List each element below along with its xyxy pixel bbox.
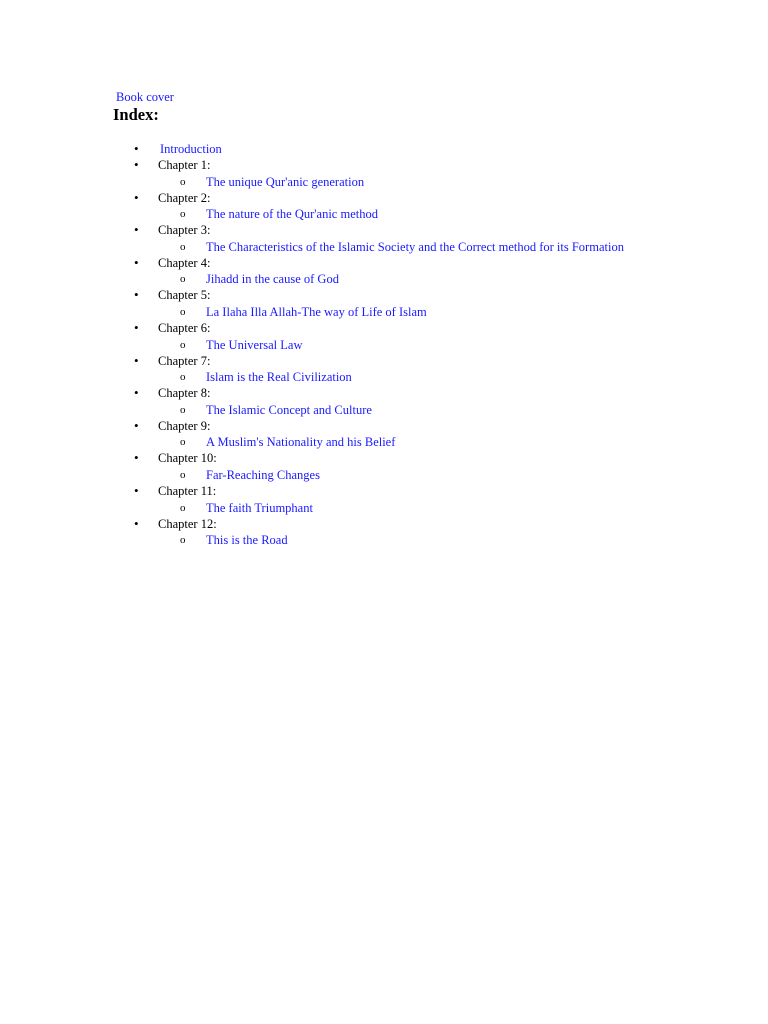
chapter-label: Chapter 12: [158, 516, 217, 531]
sub-bullet-icon: o [180, 273, 186, 286]
chapter-label: Chapter 1: [158, 158, 211, 172]
bullet-icon: • [134, 287, 139, 303]
chapter-label: Chapter 5: [158, 288, 211, 303]
chapter-title-link[interactable]: The Characteristics of the Islamic Society and the Correct method for its Formation [206, 239, 624, 254]
index-heading: Index: [113, 105, 159, 124]
bullet-icon: • [134, 157, 139, 172]
chapter-title-link[interactable]: Jihadd in the cause of God [206, 272, 339, 287]
sub-bullet-icon: o [180, 371, 186, 384]
bullet-icon: • [134, 141, 139, 156]
chapter-title-link[interactable]: A Muslim's Nationality and his Belief [206, 435, 396, 450]
bullet-icon: • [134, 450, 139, 466]
bullet-icon: • [134, 385, 139, 401]
chapter-title-link[interactable]: The unique Qur'anic generation [206, 174, 365, 189]
toc-link-introduction[interactable]: Introduction [160, 142, 222, 156]
chapter-label: Chapter 8: [158, 386, 211, 401]
chapter-label: Chapter 10: [158, 451, 217, 466]
sub-bullet-icon: o [180, 208, 186, 221]
chapter-title-link[interactable]: The Islamic Concept and Culture [206, 402, 372, 417]
chapter-label: Chapter 11: [158, 484, 217, 498]
sub-bullet-icon: o [180, 534, 186, 547]
chapter-label: Chapter 6: [158, 321, 211, 335]
bullet-icon: • [134, 483, 139, 498]
bullet-icon: • [134, 254, 139, 270]
chapter-title-link[interactable]: The nature of the Qur'anic method [206, 207, 378, 222]
bullet-icon: • [134, 352, 139, 368]
sub-bullet-icon: o [180, 338, 186, 351]
chapter-title-link[interactable]: The Universal Law [206, 337, 303, 352]
chapter-label: Chapter 7: [158, 353, 211, 368]
sub-bullet-icon: o [180, 436, 186, 449]
bullet-icon: • [134, 515, 139, 531]
chapter-title-link[interactable]: Islam is the Real Civilization [206, 370, 352, 385]
chapter-title-link[interactable]: The faith Triumphant [206, 500, 313, 515]
chapter-label: Chapter 4: [158, 255, 211, 270]
chapter-title-link[interactable]: This is the Road [206, 533, 288, 548]
bullet-icon: • [134, 417, 139, 433]
book-cover-link[interactable]: Book cover [116, 90, 174, 104]
sub-bullet-icon: o [180, 175, 186, 188]
chapter-label: Chapter 2: [158, 190, 211, 205]
sub-bullet-icon: o [180, 468, 186, 481]
sub-bullet-icon: o [180, 501, 186, 514]
bullet-icon: • [134, 320, 139, 335]
chapter-title-link[interactable]: Far-Reaching Changes [206, 467, 320, 482]
sub-bullet-icon: o [180, 305, 186, 318]
bullet-icon: • [134, 189, 139, 205]
bullet-icon: • [134, 222, 139, 238]
chapter-label: Chapter 3: [158, 223, 211, 238]
sub-bullet-icon: o [180, 403, 186, 416]
chapter-title-link[interactable]: La Ilaha Illa Allah-The way of Life of Islam [206, 304, 427, 319]
sub-bullet-icon: o [180, 240, 186, 253]
chapter-label: Chapter 9: [158, 418, 211, 433]
